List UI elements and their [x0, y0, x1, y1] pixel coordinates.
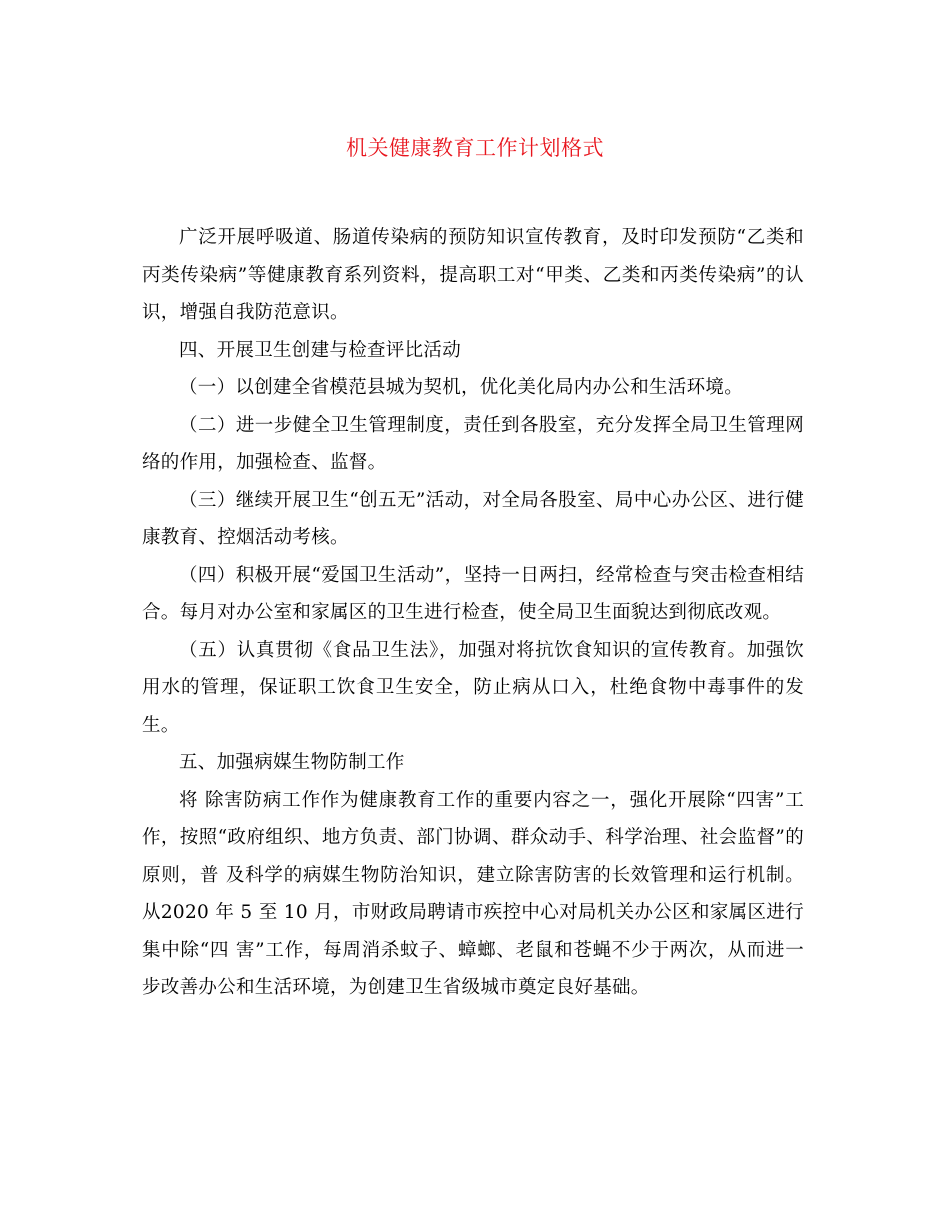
section-heading-5: 五、加强病媒生物防制工作: [179, 752, 405, 773]
paragraph-pest-control: 将 除害防病工作作为健康教育工作的重要内容之一，强化开展除“四害”工作，按照“政府组织、地方负责、部门协调、群众动手、科学治理、社会监督”的原则，普 及科学的病媒生物防治知识，建立除害防害的长效管理和运行机制。从2020 年 5 至 10 月，市财政局聘请市疾控中心对局机关办公区和家属区进行集中除“四 害”工作，每周消杀蚊子、蟑螂、老鼠和苍蝇不少于两次，从而进一步改善办公和生活环境，为创建卫生省级城市奠定良好基础。: [142, 789, 804, 998]
paragraph-item-5: （五）认真贯彻《食品卫生法》，加强对将抗饮食知识的宣传教育。加强饮用水的管理，保证职工饮食卫生安全，防止病从口入，杜绝食物中毒事件的发生。: [142, 639, 804, 736]
paragraph-item-3: （三）继续开展卫生“创五无”活动，对全局各股室、局中心办公区、进行健康教育、控烟活动考核。: [142, 489, 804, 548]
paragraph-item-2: （二）进一步健全卫生管理制度，责任到各股室，充分发挥全局卫生管理网络的作用，加强检查、监督。: [142, 414, 804, 473]
document-title: 机关健康教育工作计划格式: [346, 136, 604, 160]
paragraph-intro: 广泛开展呼吸道、肠道传染病的预防知识宣传教育，及时印发预防“乙类和丙类传染病”等健康教育系列资料，提高职工对“甲类、乙类和丙类传染病”的认识，增强自我防范意识。: [142, 227, 804, 323]
section-heading-4: 四、开展卫生创建与检查评比活动: [179, 339, 462, 361]
paragraph-item-4: （四）积极开展“爱国卫生活动”，坚持一日两扫，经常检查与突击检查相结合。每月对办公室和家属区的卫生进行检查，使全局卫生面貌达到彻底改观。: [142, 564, 804, 623]
document-body: [142, 219, 804, 1007]
paragraph-item-1: （一）以创建全省模范县城为契机，优化美化局内办公和生活环境。: [179, 377, 744, 398]
